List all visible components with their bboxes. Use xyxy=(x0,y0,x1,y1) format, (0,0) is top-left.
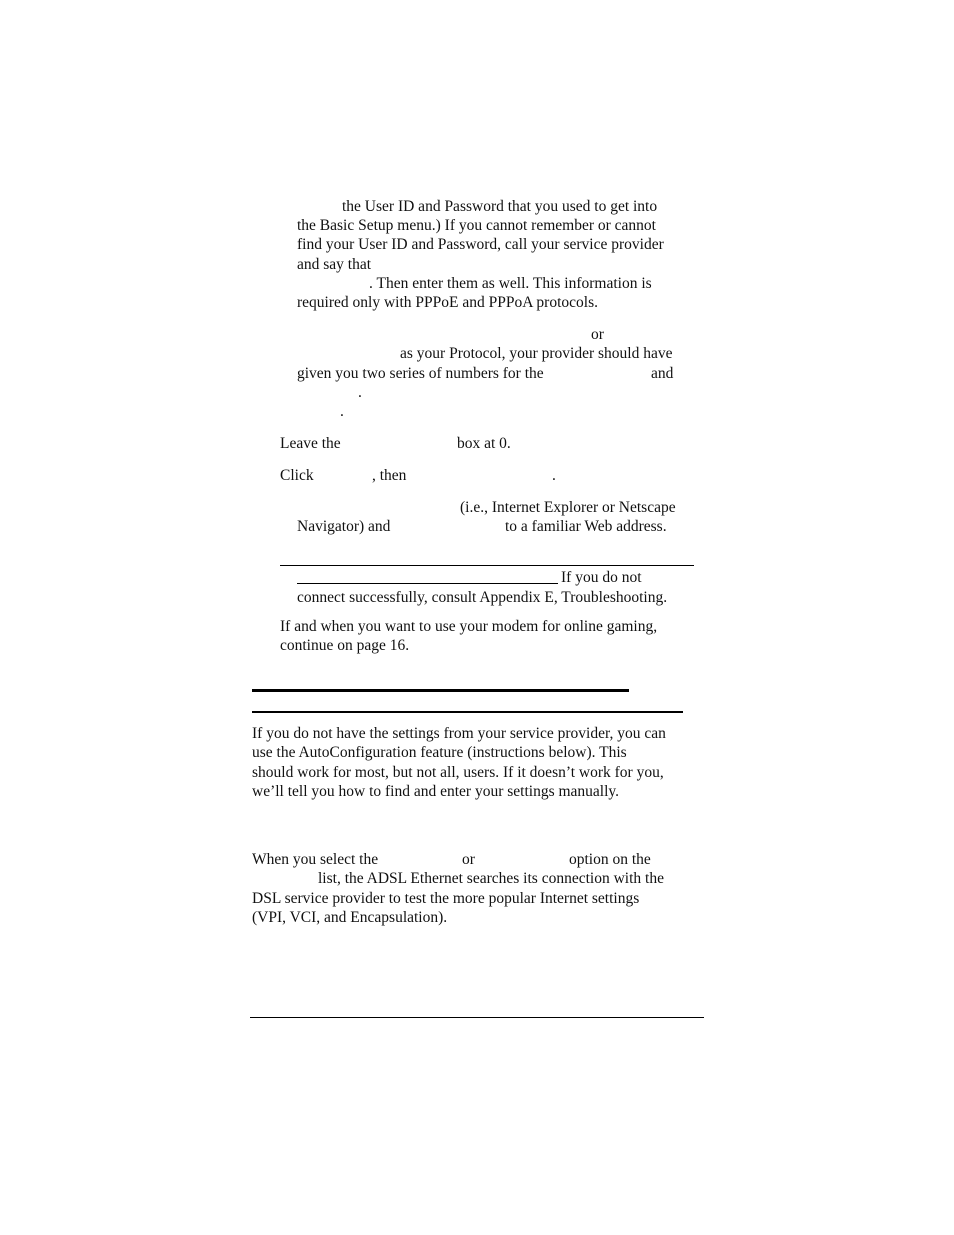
auto-intro-line: should work for most, but not all, users. If it doesn’t work for you, xyxy=(252,764,664,781)
step-text-line: . Then enter them as well. This information is xyxy=(369,275,652,292)
auto-intro-line: use the AutoConfiguration feature (instructions below). This xyxy=(252,744,627,761)
step-text-line: the User ID and Password that you used to get into xyxy=(342,198,658,215)
step-text-fragment: . xyxy=(340,403,344,420)
browser-step-line: (i.e., Internet Explorer or Netscape xyxy=(460,499,676,516)
step-text-fragment: or xyxy=(591,326,604,343)
leave-step-prefix: Leave the xyxy=(280,435,341,452)
auto-desc-line: list, the ADSL Ethernet searches its connection with the xyxy=(318,870,664,887)
auto-desc-line: DSL service provider to test the more popular Internet settings xyxy=(252,890,640,907)
step-text-line: required only with PPPoE and PPPoA protocols. xyxy=(297,294,598,311)
footer-rule xyxy=(250,1017,704,1018)
step-text-fragment: and xyxy=(651,365,674,382)
auto-desc-fragment: When you select the xyxy=(252,851,379,868)
subsection-heading-rule xyxy=(252,711,683,713)
connect-note-line: connect successfully, consult Appendix E, Troubleshooting. xyxy=(297,589,668,606)
auto-intro-line: we’ll tell you how to find and enter your settings manually. xyxy=(252,783,620,800)
browser-step-line: Navigator) and xyxy=(297,518,391,535)
step-text-line: given you two series of numbers for the xyxy=(297,365,544,382)
auto-intro-line: If you do not have the settings from your service provider, you can xyxy=(252,725,666,742)
click-step-middle: , then xyxy=(372,467,407,484)
note-underline-rule xyxy=(297,583,558,584)
auto-desc-line: (VPI, VCI, and Encapsulation). xyxy=(252,909,448,926)
step-text-line: as your Protocol, your provider should have xyxy=(400,345,673,362)
step-text-line: find your User ID and Password, call your service provider xyxy=(297,236,664,253)
click-step-end: . xyxy=(552,467,556,484)
auto-desc-fragment: option on the xyxy=(569,851,651,868)
connect-note-line: If you do not xyxy=(561,569,642,586)
note-top-rule xyxy=(280,565,694,566)
step-text-fragment: . xyxy=(358,384,362,401)
auto-desc-fragment: or xyxy=(462,851,475,868)
gaming-note-line: If and when you want to use your modem for online gaming, xyxy=(280,618,658,635)
click-step-prefix: Click xyxy=(280,467,314,484)
step-text-line: and say that xyxy=(297,256,372,273)
step-text-line: the Basic Setup menu.) If you cannot remember or cannot xyxy=(297,217,656,234)
gaming-note-line: continue on page 16. xyxy=(280,637,410,654)
section-heading-rule xyxy=(252,689,629,692)
browser-step-line: to a familiar Web address. xyxy=(505,518,667,535)
leave-step-suffix: box at 0. xyxy=(457,435,511,452)
